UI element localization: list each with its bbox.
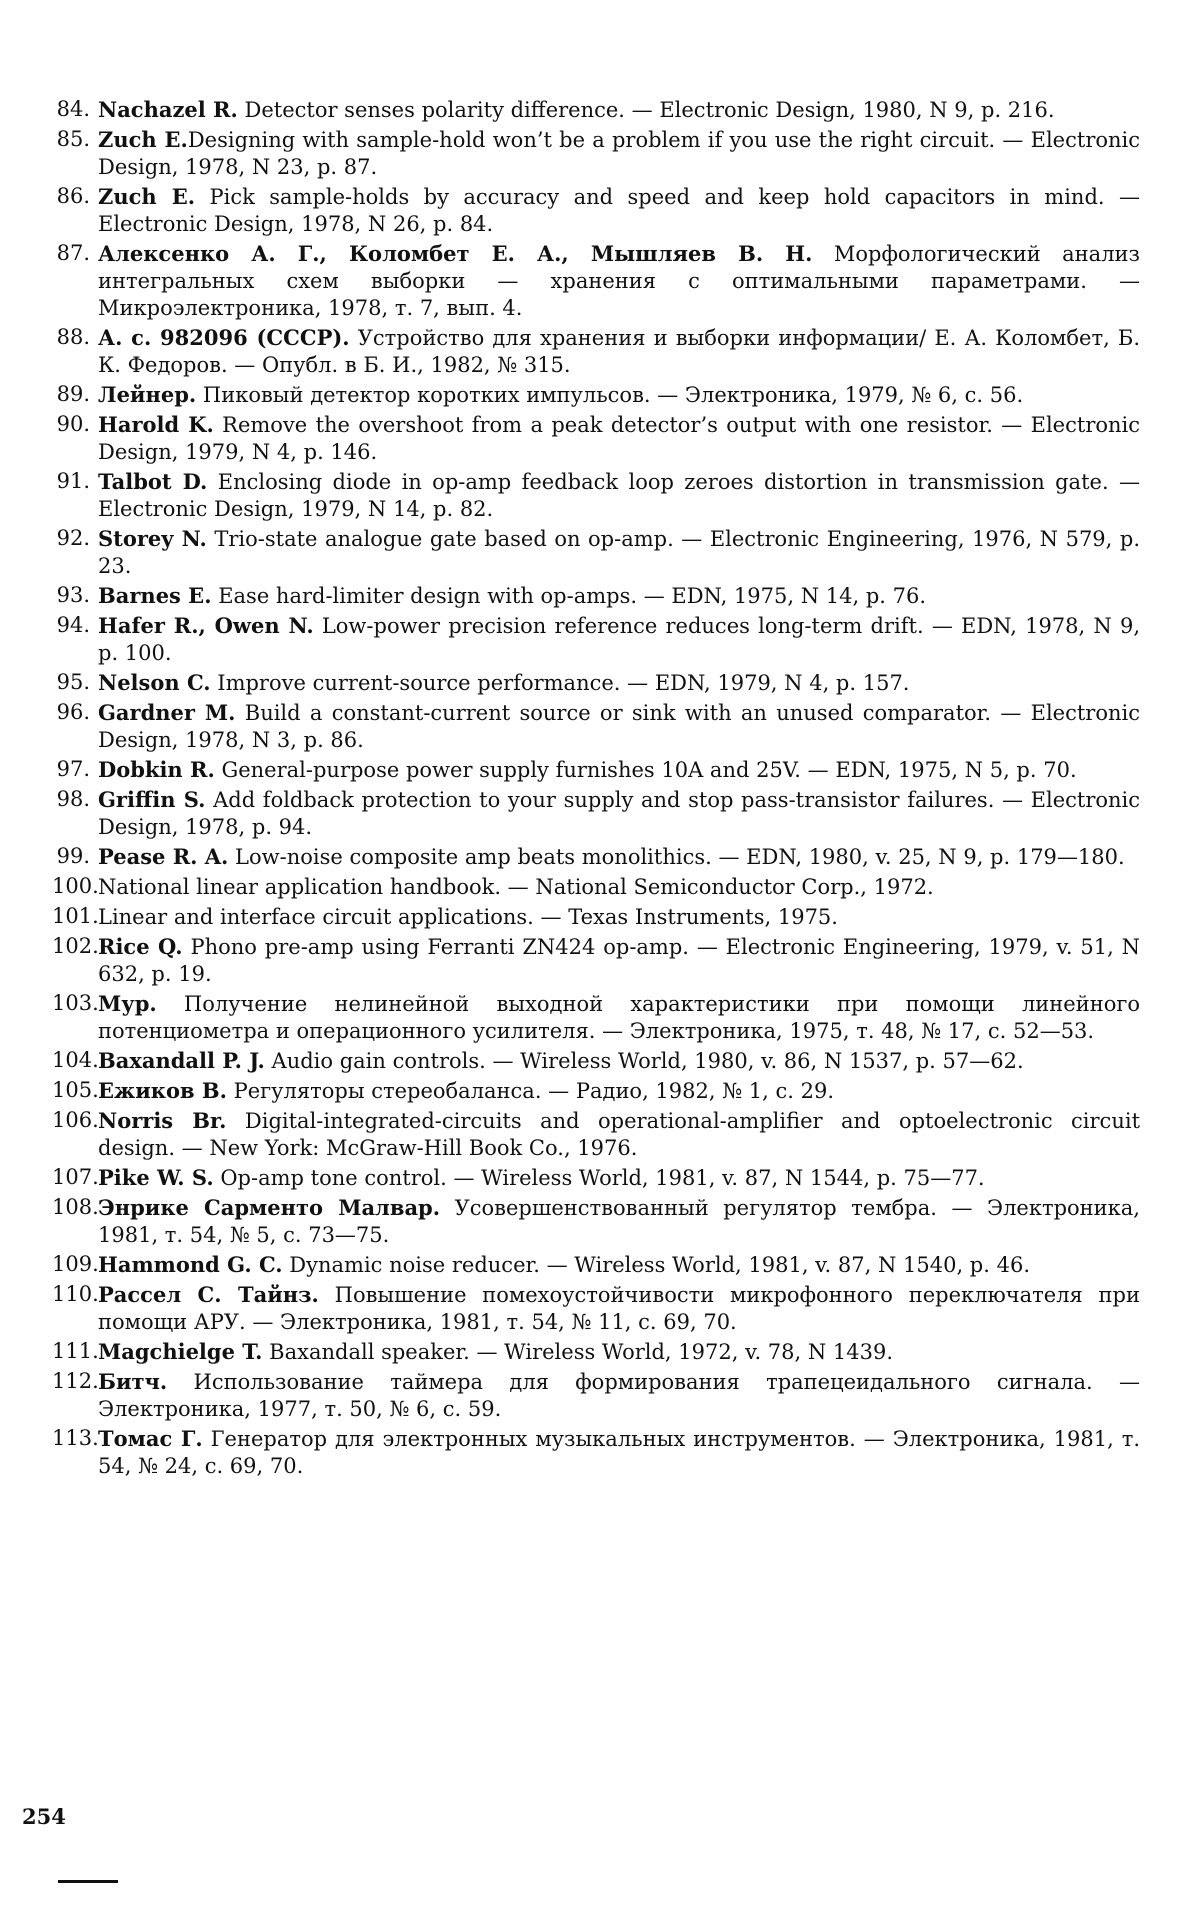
reference-item	[60, 381, 1140, 409]
reference-text: National linear application handbook. — National Semiconductor Corp., 1972.	[98, 875, 934, 899]
reference-author: Nelson C.	[98, 670, 211, 695]
reference-item	[60, 669, 1140, 697]
reference-item	[60, 933, 1140, 988]
reference-number: 101.	[52, 903, 90, 930]
reference-number: 85.	[52, 126, 90, 153]
reference-item	[60, 126, 1140, 181]
reference-number: 105.	[52, 1077, 90, 1104]
reference-text: Ease hard-limiter design with op-amps. — EDN, 1975, N 14, p. 76.	[212, 584, 927, 608]
reference-author: Baxandall P. J.	[98, 1048, 265, 1073]
reference-number: 94.	[52, 612, 90, 639]
reference-item	[60, 1338, 1140, 1366]
reference-author: Битч.	[98, 1369, 167, 1394]
reference-number: 102.	[52, 933, 90, 960]
reference-author: Nachazel R.	[98, 97, 238, 122]
reference-author: Storey N.	[98, 526, 207, 551]
reference-text: Использование таймера для формирования трапецеидального сигнала. — Электроника, 1977, т. 50, № 6, с. 59.	[98, 1370, 1140, 1421]
reference-item	[60, 1107, 1140, 1162]
reference-item	[60, 903, 1140, 931]
reference-number: 110.	[52, 1281, 90, 1308]
reference-text: Генератор для электронных музыкальных инструментов. — Электроника, 1981, т. 54, № 24, с. 69, 70.	[98, 1427, 1140, 1478]
reference-number: 96.	[52, 699, 90, 726]
reference-text: Low-noise composite amp beats monolithics. — EDN, 1980, v. 25, N 9, p. 179—180.	[228, 845, 1124, 869]
reference-item	[60, 1194, 1140, 1249]
reference-number: 86.	[52, 183, 90, 210]
reference-author: Алексенко А. Г., Коломбет Е. А., Мышляев В. Н.	[98, 241, 812, 266]
reference-number: 112.	[52, 1368, 90, 1395]
reference-number: 90.	[52, 411, 90, 438]
reference-author: Энрике Сарменто Малвар.	[98, 1195, 440, 1220]
reference-author: Ежиков В.	[98, 1078, 227, 1103]
reference-text: Build a constant-current source or sink with an unused comparator. — Electronic Design, 1978, N 3, p. 86.	[98, 701, 1140, 752]
reference-number: 108.	[52, 1194, 90, 1221]
reference-text: Морфологический анализ интегральных схем выборки — хранения с оптимальными параметрами. — Микроэлектроника, 1978, т. 7, вып. 4.	[98, 242, 1140, 320]
reference-item	[60, 468, 1140, 523]
reference-number: 88.	[52, 324, 90, 351]
reference-author: Gardner M.	[98, 700, 235, 725]
reference-author: Лейнер.	[98, 382, 196, 407]
reference-item	[60, 582, 1140, 610]
reference-item	[60, 240, 1140, 322]
reference-number: 104.	[52, 1047, 90, 1074]
reference-author: Rice Q.	[98, 934, 183, 959]
reference-text: Op-amp tone control. — Wireless World, 1981, v. 87, N 1544, p. 75—77.	[214, 1166, 985, 1190]
reference-author: Pease R. A.	[98, 844, 228, 869]
reference-author: Griffin S.	[98, 787, 205, 812]
reference-item	[60, 843, 1140, 871]
reference-text: Повышение помехоустойчивости микрофонного переключателя при помощи АРУ. — Электроника, 1981, т. 54, № 11, с. 69, 70.	[98, 1283, 1140, 1334]
reference-item	[60, 699, 1140, 754]
reference-item	[60, 1251, 1140, 1279]
reference-item	[60, 1164, 1140, 1192]
reference-text: Phono pre-amp using Ferranti ZN424 op-amp. — Electronic Engineering, 1979, v. 51, N 632, p. 19.	[98, 935, 1140, 986]
reference-text: Baxandall speaker. — Wireless World, 1972, v. 78, N 1439.	[263, 1340, 894, 1364]
bottom-rule	[58, 1880, 118, 1883]
reference-author: Pike W. S.	[98, 1165, 214, 1190]
reference-number: 98.	[52, 786, 90, 813]
reference-text: Designing with sample-hold won’t be a problem if you use the right circuit. — Electronic Design, 1978, N 23, p. 87.	[98, 128, 1140, 179]
reference-number: 106.	[52, 1107, 90, 1134]
reference-text: Dynamic noise reducer. — Wireless World, 1981, v. 87, N 1540, p. 46.	[283, 1253, 1030, 1277]
reference-text: Digital-integrated-circuits and operational-amplifier and optoelectronic circuit design. — New York: McGraw-Hill Book Co., 1976.	[98, 1109, 1140, 1160]
reference-item	[60, 1047, 1140, 1075]
reference-text: Trio-state analogue gate based on op-amp. — Electronic Engineering, 1976, N 579, p. 23.	[98, 527, 1140, 578]
reference-item	[60, 873, 1140, 901]
reference-text: Устройство для хранения и выборки информации/ Е. А. Коломбет, Б. К. Федоров. — Опубл. в Б. И., 1982, № 315.	[98, 326, 1140, 377]
reference-item	[60, 1425, 1140, 1480]
reference-author: Томас Г.	[98, 1426, 203, 1451]
reference-text: Add foldback protection to your supply and stop pass-transistor failures. — Electronic Design, 1978, p. 94.	[98, 788, 1140, 839]
reference-text: Audio gain controls. — Wireless World, 1980, v. 86, N 1537, p. 57—62.	[265, 1049, 1024, 1073]
reference-item	[60, 1281, 1140, 1336]
reference-text: Усовершенствованный регулятор тембра. — Электроника, 1981, т. 54, № 5, с. 73—75.	[98, 1196, 1140, 1247]
reference-number: 97.	[52, 756, 90, 783]
page-number: 254	[22, 1804, 66, 1829]
reference-text: Detector senses polarity difference. — Electronic Design, 1980, N 9, p. 216.	[238, 98, 1055, 122]
reference-item	[60, 786, 1140, 841]
reference-item	[60, 411, 1140, 466]
reference-number: 93.	[52, 582, 90, 609]
reference-author: Hafer R., Owen N.	[98, 613, 314, 638]
reference-number: 84.	[52, 96, 90, 123]
reference-number: 92.	[52, 525, 90, 552]
reference-number: 113.	[52, 1425, 90, 1452]
reference-author: Hammond G. C.	[98, 1252, 283, 1277]
reference-author: Harold K.	[98, 412, 214, 437]
reference-text: Получение нелинейной выходной характеристики при помощи линейного потенциометра и операционного усилителя. — Электроника, 1975, т. 48, № 17, с. 52—53.	[98, 992, 1140, 1043]
reference-item	[60, 525, 1140, 580]
reference-number: 111.	[52, 1338, 90, 1365]
reference-text: Pick sample-holds by accuracy and speed and keep hold capacitors in mind. — Electronic Design, 1978, N 26, p. 84.	[98, 185, 1140, 236]
reference-item	[60, 756, 1140, 784]
reference-number: 89.	[52, 381, 90, 408]
reference-number: 91.	[52, 468, 90, 495]
reference-text: Регуляторы стереобаланса. — Радио, 1982, № 1, с. 29.	[227, 1079, 834, 1103]
reference-text: Пиковый детектор коротких импульсов. — Электроника, 1979, № 6, с. 56.	[196, 383, 1023, 407]
reference-author: Мур.	[98, 991, 157, 1016]
reference-author: Talbot D.	[98, 469, 207, 494]
reference-number: 103.	[52, 990, 90, 1017]
reference-text: Remove the overshoot from a peak detector’s output with one resistor. — Electronic Design, 1979, N 4, p. 146.	[98, 413, 1140, 464]
reference-author: Barnes E.	[98, 583, 212, 608]
reference-author: Magchielge T.	[98, 1339, 263, 1364]
reference-list	[60, 96, 1140, 1482]
reference-author: Zuch E.	[98, 127, 188, 152]
reference-author: А. с. 982096 (СССР).	[98, 325, 350, 350]
reference-author: Dobkin R.	[98, 757, 215, 782]
reference-item	[60, 324, 1140, 379]
reference-item	[60, 1077, 1140, 1105]
reference-item	[60, 1368, 1140, 1423]
reference-text: Enclosing diode in op-amp feedback loop zeroes distortion in transmission gate. — Electronic Design, 1979, N 14, p. 82.	[98, 470, 1140, 521]
reference-author: Zuch E.	[98, 184, 195, 209]
reference-text: General-purpose power supply furnishes 10A and 25V. — EDN, 1975, N 5, p. 70.	[215, 758, 1077, 782]
reference-text: Improve current-source performance. — EDN, 1979, N 4, p. 157.	[211, 671, 910, 695]
reference-item	[60, 990, 1140, 1045]
reference-number: 87.	[52, 240, 90, 267]
reference-item	[60, 96, 1140, 124]
reference-number: 107.	[52, 1164, 90, 1191]
reference-number: 95.	[52, 669, 90, 696]
reference-item	[60, 612, 1140, 667]
reference-number: 100.	[52, 873, 90, 900]
reference-text: Linear and interface circuit applications. — Texas Instruments, 1975.	[98, 905, 838, 929]
reference-number: 99.	[52, 843, 90, 870]
reference-text: Low-power precision reference reduces long-term drift. — EDN, 1978, N 9, p. 100.	[98, 614, 1140, 665]
reference-item	[60, 183, 1140, 238]
reference-number: 109.	[52, 1251, 90, 1278]
reference-author: Рассел С. Тайнз.	[98, 1282, 319, 1307]
reference-author: Norris Br.	[98, 1108, 226, 1133]
